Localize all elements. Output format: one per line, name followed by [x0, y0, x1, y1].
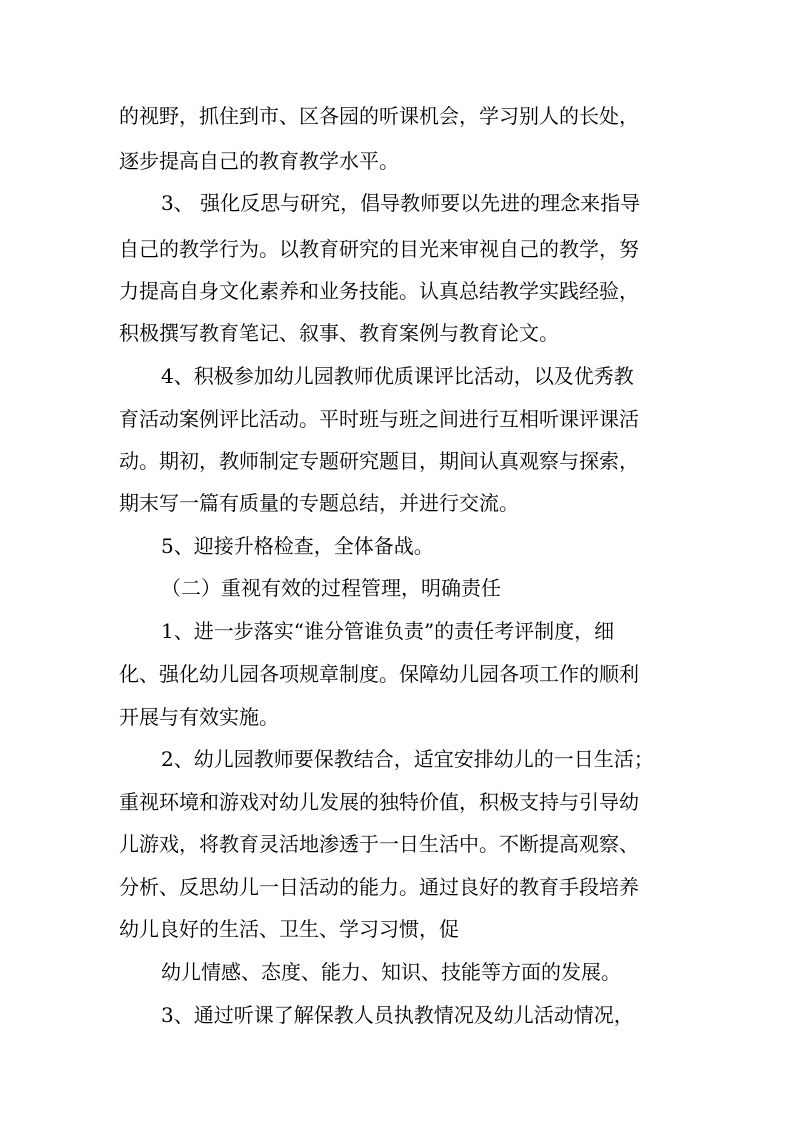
text-line: 逐步提高自己的教育教学水平。: [119, 149, 399, 173]
text-line: 儿游戏，将教育灵活地渗透于一日生活中。不断提高观察、: [119, 832, 639, 856]
text-line: 1、进一步落实“谁分管谁负责”的责任考评制度，细: [161, 619, 615, 643]
text-line: 育活动案例评比活动。平时班与班之间进行互相听课评课活: [119, 407, 639, 431]
text-line: 期末写一篇有质量的专题总结，并进行交流。: [119, 491, 519, 515]
text-line: 幼儿良好的生活、卫生、学习习惯，促: [119, 917, 459, 941]
text-line: 分析、反思幼儿一日活动的能力。通过良好的教育手段培养: [119, 875, 639, 899]
text-line: 幼儿情感、态度、能力、知识、技能等方面的发展。: [161, 960, 621, 984]
text-line: 2、幼儿园教师要保教结合，适宜安排幼儿的一日生活；: [161, 747, 654, 771]
text-line: 4、积极参加幼儿园教师优质课评比活动，以及优秀教: [161, 364, 634, 388]
text-line: 自己的教学行为。以教育研究的目光来审视自己的教学，努: [119, 237, 639, 261]
section-heading: （二）重视有效的过程管理，明确责任: [161, 576, 501, 600]
text-line: 5、迎接升格检查，全体备战。: [161, 534, 434, 558]
text-line: 开展与有效实施。: [119, 705, 279, 729]
text-line: 积极撰写教育笔记、叙事、教育案例与教育论文。: [119, 321, 559, 345]
text-line: 3、通过听课了解保教人员执教情况及幼儿活动情况，: [161, 1003, 634, 1027]
text-line: 力提高自身文化素养和业务技能。认真总结教学实践经验，: [119, 279, 639, 303]
text-line: 3、 强化反思与研究，倡导教师要以先进的理念来指导: [161, 191, 641, 215]
text-line: 重视环境和游戏对幼儿发展的独特价值，积极支持与引导幼: [119, 790, 639, 814]
text-line: 动。期初，教师制定专题研究题目，期间认真观察与探索，: [119, 449, 639, 473]
text-line: 的视野，抓住到市、区各园的听课机会，学习别人的长处，: [119, 104, 639, 128]
text-line: 化、强化幼儿园各项规章制度。保障幼儿园各项工作的顺利: [119, 662, 639, 686]
